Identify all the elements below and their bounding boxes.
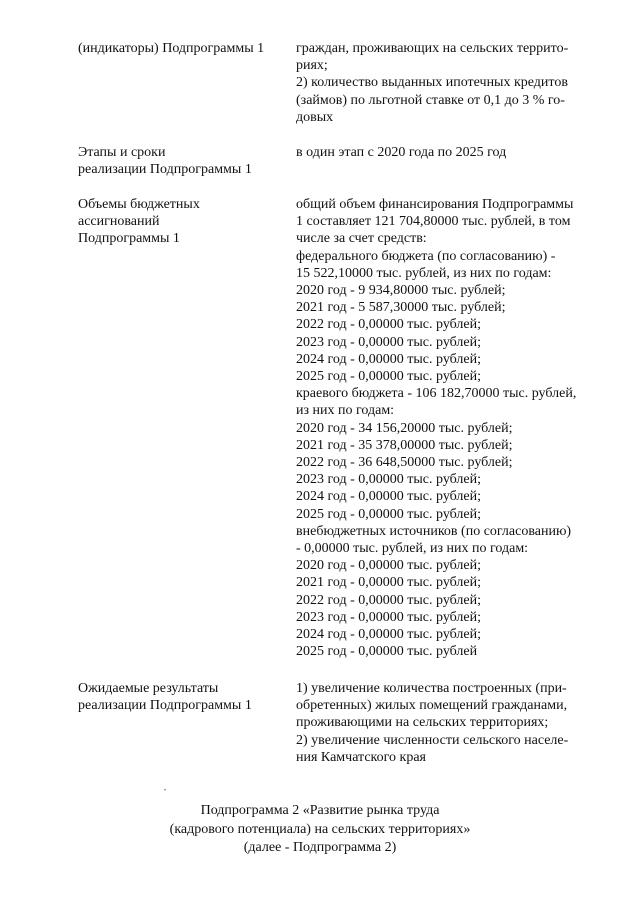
value-line: 2021 год - 0,00000 тыс. рублей;: [296, 575, 482, 591]
value-line: общий объем финансирования Подпрограммы: [296, 197, 574, 212]
value-line: 2021 год - 35 378,00000 тыс. рублей;: [296, 437, 513, 453]
value-line: 2024 год - 0,00000 тыс. рублей;: [296, 489, 482, 505]
value-line: 2023 год - 0,00000 тыс. рублей;: [296, 472, 482, 488]
scan-dot: •: [164, 788, 167, 794]
value-line: 2021 год - 5 587,30000 тыс. рублей;: [296, 300, 506, 316]
value-line: 2023 год - 0,00000 тыс. рублей;: [296, 334, 482, 350]
label-line: Ожидаемые результаты: [78, 681, 219, 696]
value-line: 2025 год - 0,00000 тыс. рублей: [296, 644, 478, 660]
row-label: [78, 196, 283, 248]
value-line: внебюджетных источников (по согласованию): [296, 523, 572, 539]
value-line: 2) увеличение численности сельского населе-: [296, 732, 569, 748]
value-line: 2022 год - 0,00000 тыс. рублей;: [296, 592, 482, 608]
value-line: 2022 год - 36 648,50000 тыс. рублей;: [296, 455, 513, 471]
value-line: в один этап с 2020 года по 2025 год: [296, 145, 507, 160]
row-label: [78, 680, 283, 714]
value-line: проживающими на сельских территориях;: [296, 715, 549, 731]
label-line: ассигнований: [78, 214, 160, 230]
value-line: 2020 год - 34 156,20000 тыс. рублей;: [296, 420, 513, 436]
value-line: из них по годам:: [296, 403, 395, 419]
value-line: числе за счет средств:: [296, 231, 427, 247]
value-line: 1) увеличение количества построенных (при-: [296, 681, 567, 696]
label-line: Объемы бюджетных: [78, 197, 200, 212]
value-line: 2020 год - 9 934,80000 тыс. рублей;: [296, 283, 506, 299]
value-line: 2020 год - 0,00000 тыс. рублей;: [296, 558, 482, 574]
value-line: граждан, проживающих на сельских террито-: [296, 41, 569, 56]
value-line: 1 составляет 121 704,80000 тыс. рублей, в том: [296, 214, 571, 230]
value-line: 2023 год - 0,00000 тыс. рублей;: [296, 609, 482, 625]
value-line: 2024 год - 0,00000 тыс. рублей;: [296, 351, 482, 367]
row-value: [296, 40, 606, 126]
label-line: Этапы и сроки: [78, 145, 166, 160]
value-line: - 0,00000 тыс. рублей, из них по годам:: [296, 541, 529, 557]
value-line: 2025 год - 0,00000 тыс. рублей;: [296, 506, 482, 522]
value-line: риях;: [296, 58, 328, 74]
value-line: довых: [296, 109, 334, 125]
value-line: 2025 год - 0,00000 тыс. рублей;: [296, 369, 482, 385]
value-line: 15 522,10000 тыс. рублей, из них по годам:: [296, 265, 552, 281]
value-line: 2024 год - 0,00000 тыс. рублей;: [296, 627, 482, 643]
row-label: [78, 40, 283, 57]
label-line: реализации Подпрограммы 1: [78, 698, 252, 714]
label-line: реализации Подпрограммы 1: [78, 162, 252, 178]
label-line: (индикаторы) Подпрограммы 1: [78, 41, 265, 56]
value-line: обретенных) жилых помещений гражданами,: [296, 698, 568, 714]
row-value: [296, 196, 606, 660]
value-line: 2022 год - 0,00000 тыс. рублей;: [296, 317, 482, 333]
value-line: федерального бюджета (по согласованию) -: [296, 248, 556, 264]
row-value: [296, 144, 606, 161]
heading-line: (кадрового потенциала) на сельских территориях»: [169, 821, 471, 837]
value-line: 2) количество выданных ипотечных кредитов: [296, 75, 568, 91]
subprogram-2-heading: [150, 802, 490, 858]
value-line: краевого бюджета - 106 182,70000 тыс. рублей,: [296, 386, 577, 402]
row-label: [78, 144, 283, 178]
value-line: (займов) по льготной ставке от 0,1 до 3 % го-: [296, 92, 565, 108]
row-value: [296, 680, 606, 766]
heading-line: (далее - Подпрограмма 2): [243, 840, 397, 855]
value-line: ния Камчатского края: [296, 749, 426, 765]
heading-line: Подпрограмма 2 «Развитие рынка труда: [200, 803, 440, 818]
label-line: Подпрограммы 1: [78, 231, 180, 247]
